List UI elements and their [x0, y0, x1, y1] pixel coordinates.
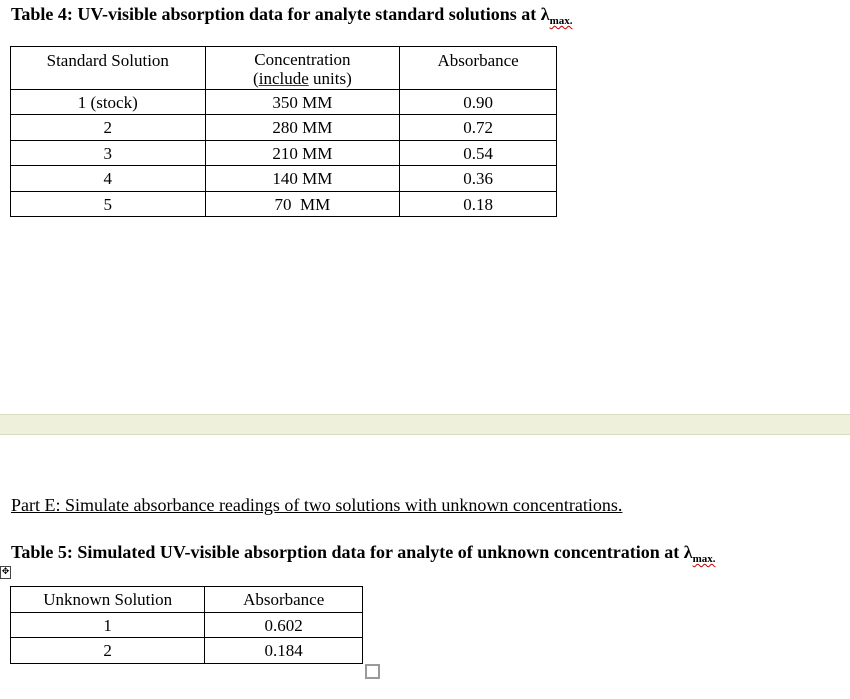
table5-cell-solution[interactable]: 2	[11, 638, 205, 664]
table4-cell-concentration[interactable]: 210 MM	[205, 141, 400, 166]
table-row	[11, 192, 557, 217]
table5-caption	[11, 542, 716, 563]
table5-caption-text: Table 5: Simulated UV-visible absorption data for analyte of unknown concentration at λ	[11, 542, 693, 562]
table4-header-units: units)	[308, 69, 352, 88]
table4-header-solution[interactable]: Standard Solution	[11, 47, 206, 90]
page-break-band	[0, 414, 850, 435]
table4-cell-absorbance[interactable]: 0.36	[400, 166, 557, 192]
table4-cell-concentration[interactable]: 280 MM	[205, 115, 400, 141]
table4-cell-concentration[interactable]: 70 MM	[205, 192, 400, 217]
table5-header-row	[11, 587, 363, 613]
table4-header-concentration-line1: Concentration	[254, 50, 351, 69]
table4-cell-solution[interactable]: 1 (stock)	[11, 90, 206, 115]
table4-cell-absorbance[interactable]: 0.90	[400, 90, 557, 115]
table4-cell-solution[interactable]: 5	[11, 192, 206, 217]
table5-caption-sub: max.	[692, 553, 716, 565]
part-e-heading: Part E: Simulate absorbance readings of two solutions with unknown concentrations.	[11, 495, 623, 515]
table5	[10, 586, 363, 664]
table4-header-absorbance[interactable]: Absorbance	[400, 47, 557, 90]
table4-cell-absorbance[interactable]: 0.18	[400, 192, 557, 217]
table5-cell-solution[interactable]: 1	[11, 613, 205, 638]
table-row	[11, 613, 363, 638]
table5-cell-absorbance[interactable]: 0.184	[205, 638, 363, 664]
table-row	[11, 141, 557, 166]
table5-cell-absorbance[interactable]: 0.602	[205, 613, 363, 638]
table4-cell-concentration[interactable]: 350 MM	[205, 90, 400, 115]
table4-cell-solution[interactable]: 2	[11, 115, 206, 141]
table4-header-open-paren: (	[253, 69, 259, 88]
table4-cell-solution[interactable]: 4	[11, 166, 206, 192]
table4-cell-solution[interactable]: 3	[11, 141, 206, 166]
table-row	[11, 115, 557, 141]
table-row	[11, 90, 557, 115]
table4-caption-sub: max.	[549, 15, 573, 27]
table4-caption-text: Table 4: UV-visible absorption data for analyte standard solutions at λ	[11, 4, 550, 24]
table5-header-solution[interactable]: Unknown Solution	[11, 587, 205, 613]
table4-cell-concentration[interactable]: 140 MM	[205, 166, 400, 192]
table-row	[11, 166, 557, 192]
move-handle-icon[interactable]: ✥	[1, 567, 10, 577]
table4-header-include-word: include	[258, 69, 309, 88]
table-row	[11, 638, 363, 664]
table5-header-absorbance[interactable]: Absorbance	[205, 587, 363, 613]
table4-header-concentration[interactable]	[205, 47, 400, 90]
table4-cell-absorbance[interactable]: 0.72	[400, 115, 557, 141]
table4-cell-absorbance[interactable]: 0.54	[400, 141, 557, 166]
table4	[10, 46, 557, 217]
table4-caption	[11, 4, 573, 25]
resize-handle-icon[interactable]	[365, 664, 380, 679]
table4-header-row	[11, 47, 557, 90]
